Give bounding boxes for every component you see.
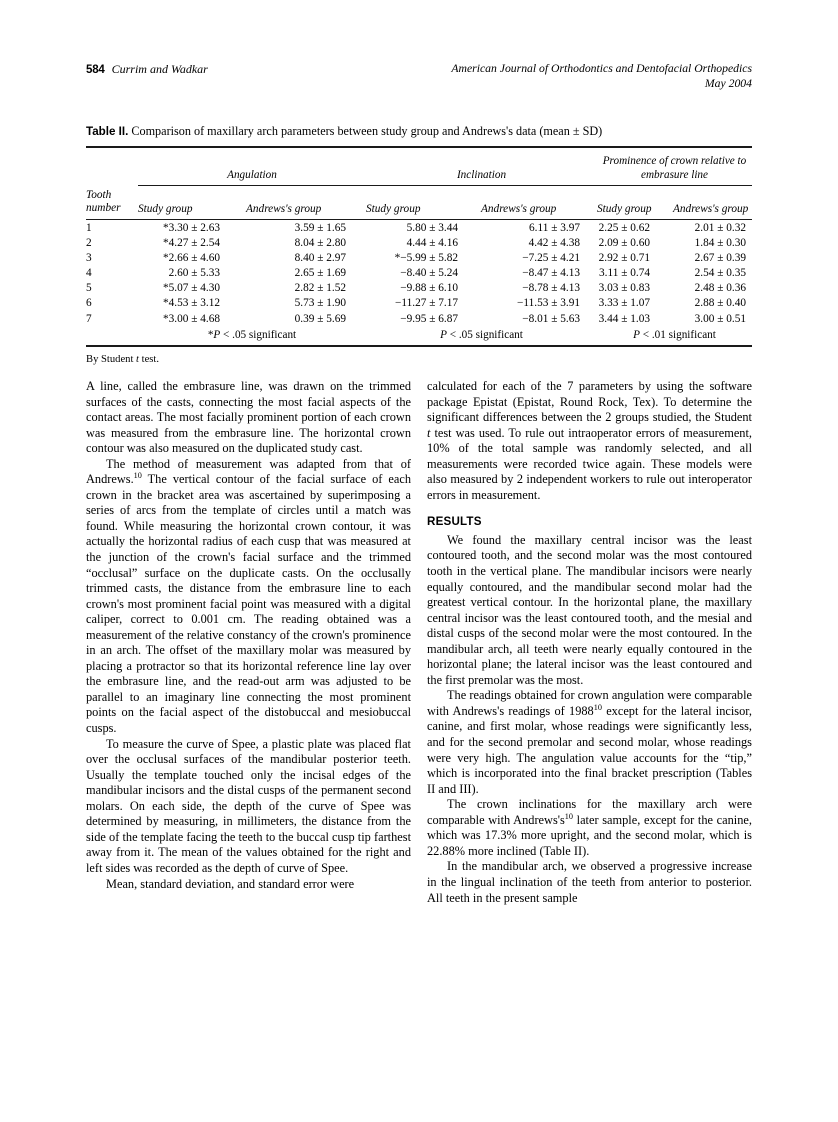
cell-angulation-andrews: 0.39 ± 5.69 [294, 312, 346, 325]
cell-inclination-study: −11.27 ± 7.17 [395, 297, 458, 310]
significance-prominence [597, 326, 752, 346]
cell-prominence-andrews: 1.84 ± 0.30 [694, 236, 746, 249]
cell-angulation-study: *3.30 ± 2.63 [162, 221, 220, 234]
significance-angulation-text: < .05 significant [220, 328, 297, 341]
table-ii-grid [86, 146, 752, 347]
journal-title: American Journal of Orthodontics and Dentofacial Orthopedics [451, 62, 752, 75]
para1-text-a: calculated for each of the 7 parameters by using the software package Epistat (Epistat, Round Rock, Tex). To determine the significant differences between the 2 groups studied, the Student [427, 379, 752, 425]
t-test-symbol: t [427, 425, 431, 440]
table-row [86, 296, 752, 311]
paragraph-results-contour: We found the maxillary central incisor was the least contoured tooth, and the second molar was the most contoured tooth in the vertical plane. The mandibular incisors were nearly equally contoured, and the mandibular second molar had the greatest vertical contour. In the horizontal plane, the maxillary central incisor was the least contoured tooth, and the mesial and distal cusps of the second molar were the most contoured. In the mandibular arch, all teeth were nearly equally contoured in the horizontal plane; the lateral incisor was the least contoured and the first premolar was the most. [427, 532, 752, 687]
cell-tooth: 7 [86, 312, 92, 325]
significance-spacer [86, 326, 138, 346]
cell-angulation-andrews: 8.04 ± 2.80 [294, 236, 346, 249]
significance-p-symbol: P [633, 328, 640, 341]
cell-angulation-study: *3.00 ± 4.68 [162, 312, 220, 325]
page-number: 584 [86, 64, 105, 76]
cell-inclination-andrews: 4.42 ± 4.38 [528, 236, 580, 249]
cell-inclination-andrews: −8.78 ± 4.13 [522, 282, 580, 295]
cell-inclination-andrews: −8.01 ± 5.63 [522, 312, 580, 325]
footnote-t-symbol: t [136, 353, 139, 365]
table-row [86, 281, 752, 296]
paragraph-embrasure-line: A line, called the embrasure line, was drawn on the trimmed surfaces of the casts, connecting the most facial aspects of the contact areas. The most facially prominent portion of each crown was measured from the embrasure line. The horizontal crown contour was also measured on the duplicated study cast. [86, 379, 411, 456]
paragraph-curve-of-spee: To measure the curve of Spee, a plastic plate was placed flat over the occlusal surfaces of the mandibular posterior teeth. Usually the template touched only the incisal edges of the mandibular incisors and the distal cusps of the permanent second molars. On each side, the depth of the curve of Spee was determined by measuring, in millimeters, the distance from the side of the template facing the teeth to the buccal cusp tip farthest away from it. The mean of the values obtained for the right and left sides was recorded as the depth of curve of Spee. [86, 736, 411, 875]
cell-inclination-andrews: −8.47 ± 4.13 [522, 267, 580, 280]
table-caption [86, 124, 752, 139]
cell-prominence-study: 2.09 ± 0.60 [598, 236, 650, 249]
cell-prominence-study: 3.33 ± 1.07 [598, 297, 650, 310]
cell-inclination-study: *−5.99 ± 5.82 [394, 251, 458, 264]
paragraph-crown-angulation [427, 688, 752, 797]
group-header-prominence: Prominence of crown relative to embrasure line [597, 148, 752, 186]
para4-text-b: later sample, except for the canine, which was 17.3% more upright, and the second molar, which is 22.88% more inclined (Table II). [427, 812, 752, 858]
column-header-angulation-study: Study group [138, 202, 193, 215]
table-sub-header-row [86, 186, 752, 220]
column-header-inclination-andrews: Andrews's group [481, 202, 557, 215]
running-head-right [451, 62, 752, 91]
cell-inclination-study: 4.44 ± 4.16 [406, 236, 458, 249]
paragraph-crown-inclinations [427, 797, 752, 859]
cell-prominence-study: 2.25 ± 0.62 [598, 221, 650, 234]
table-row [86, 311, 752, 326]
significance-inclination-text: < .05 significant [446, 328, 523, 341]
cell-prominence-andrews: 2.54 ± 0.35 [694, 267, 746, 280]
column-header-prominence-andrews: Andrews's group [673, 202, 749, 215]
cell-angulation-study: *5.07 ± 4.30 [162, 282, 220, 295]
cell-inclination-study: −9.88 ± 6.10 [400, 282, 458, 295]
para2-text-a: The method of measurement was adapted from that of Andrews. [86, 456, 411, 487]
cell-prominence-andrews: 3.00 ± 0.51 [694, 312, 746, 325]
cell-angulation-study: *2.66 ± 4.60 [162, 251, 220, 264]
cell-prominence-andrews: 2.88 ± 0.40 [694, 297, 746, 310]
column-header-inclination-study: Study group [366, 202, 421, 215]
reference-marker-10: 10 [133, 471, 142, 481]
paragraph-mandibular-arch: In the mandibular arch, we observed a progressive increase in the lingual inclination of the teeth from anterior to posterior. All teeth in the present sample [427, 859, 752, 905]
cell-prominence-study: 2.92 ± 0.71 [598, 251, 650, 264]
cell-tooth: 2 [86, 236, 92, 249]
cell-angulation-andrews: 8.40 ± 2.97 [294, 251, 346, 264]
table-row [86, 265, 752, 280]
column-header-angulation-andrews: Andrews's group [246, 202, 322, 215]
reference-marker-10: 10 [593, 702, 602, 712]
cell-tooth: 1 [86, 221, 92, 234]
running-head [86, 62, 752, 102]
column-header-tooth-number [86, 186, 138, 220]
significance-angulation [138, 326, 366, 346]
cell-angulation-andrews: 2.82 ± 1.52 [294, 282, 346, 295]
cell-inclination-andrews: −11.53 ± 3.91 [517, 297, 580, 310]
significance-inclination [366, 326, 597, 346]
cell-angulation-andrews: 3.59 ± 1.65 [294, 221, 346, 234]
cell-prominence-study: 3.03 ± 0.83 [598, 282, 650, 295]
table-caption-text: Comparison of maxillary arch parameters between study group and Andrews's data (mean ± SD) [131, 124, 603, 138]
cell-tooth: 6 [86, 297, 92, 310]
body-column-left [86, 379, 411, 892]
issue-date: May 2004 [704, 76, 752, 90]
cell-prominence-andrews: 2.67 ± 0.39 [694, 251, 746, 264]
significance-p-symbol: P [440, 328, 447, 341]
table-row [86, 235, 752, 250]
table-ii [86, 124, 752, 365]
cell-inclination-andrews: 6.11 ± 3.97 [529, 221, 580, 234]
tooth-header-line2: number [86, 201, 121, 214]
cell-tooth: 4 [86, 267, 92, 280]
paragraph-mean-sd: Mean, standard deviation, and standard error were [106, 876, 355, 891]
significance-asterisk: * [207, 328, 214, 341]
cell-angulation-study: *4.27 ± 2.54 [162, 236, 220, 249]
running-head-authors: Currim and Wadkar [111, 62, 208, 76]
para1-text-b: test was used. To rule out intraoperator errors of measurement, 10% of the total sample was randomly selected, and all measurements were recorded twice again. These models were also measured by 2 independent workers to rule out interoperator errors in measurement. [427, 425, 752, 502]
cell-inclination-study: 5.80 ± 3.44 [406, 221, 458, 234]
cell-inclination-study: −8.40 ± 5.24 [400, 267, 458, 280]
paragraph-statistics [427, 379, 752, 503]
footnote-post: test. [138, 353, 159, 365]
footnote-pre: By Student [86, 353, 137, 365]
group-header-spacer [86, 148, 138, 186]
section-heading-results: RESULTS [427, 515, 482, 529]
significance-prominence-text: < .01 significant [639, 328, 716, 341]
cell-tooth: 3 [86, 251, 92, 264]
cell-angulation-study: 2.60 ± 5.33 [168, 267, 220, 280]
para3-text-a: The readings obtained for crown angulation were comparable with Andrews's readings of 1988 [427, 688, 752, 718]
para4-text-a: The crown inclinations for the maxillary arch were comparable with Andrews's [427, 797, 752, 827]
group-header-inclination: Inclination [366, 148, 597, 186]
cell-prominence-andrews: 2.01 ± 0.32 [694, 221, 746, 234]
cell-prominence-study: 3.11 ± 0.74 [599, 267, 650, 280]
table-label: Table II. [86, 125, 129, 138]
table-footnote [86, 347, 752, 365]
table-row [86, 220, 752, 235]
cell-prominence-andrews: 2.48 ± 0.36 [694, 282, 746, 295]
para3-text-b: except for the lateral incisor, canine, and first molar, whose readings were significantly less, and for the second premolar and second molar, whose readings were very high. The angulation value accounts for the “tip,” which is incorporated into the final bracket prescription (Tables II and III). [427, 703, 752, 796]
cell-tooth: 5 [86, 282, 92, 295]
table-row [86, 250, 752, 265]
cell-inclination-andrews: −7.25 ± 4.21 [522, 251, 580, 264]
table-significance-row [86, 326, 752, 346]
cell-prominence-study: 3.44 ± 1.03 [598, 312, 650, 325]
group-header-angulation: Angulation [138, 148, 366, 186]
cell-inclination-study: −9.95 ± 6.87 [400, 312, 458, 325]
cell-angulation-andrews: 5.73 ± 1.90 [294, 297, 346, 310]
cell-angulation-study: *4.53 ± 3.12 [162, 297, 220, 310]
cell-angulation-andrews: 2.65 ± 1.69 [294, 267, 346, 280]
reference-marker-10: 10 [564, 811, 573, 821]
paragraph-method-of-measurement [86, 457, 411, 737]
para2-text-b: The vertical contour of the facial surface of each crown in the bracket area was ascertained by superimposing a series of arcs from the template of circles until a match was found. While measuring the horizontal crown contour, it was actually the horizontal radius of each cusp that was measured at the junction of the crown's facial surface and the trimmed “occlusal” surface on the duplicate casts. On the occlusally trimmed casts, the distance from the embrasure line to each crown's most prominent facial point was measured with a digital caliper, correct to 0.001 cm. The reading obtained was a measurement of the relative constancy of the crown's prominence in an arch. The offset of the maxillary molar was measured by placing a protractor so that its horizontal reference line lay over the embrasure line, and the read-out arm was adjusted to be parallel to an imaginary line connecting the most prominent points on the facial aspect of the distobuccal and mesiobuccal cusps. [86, 472, 411, 736]
tooth-header-line1: Tooth [86, 188, 112, 201]
significance-p-symbol: P [213, 328, 221, 341]
table-group-header-row [86, 148, 752, 186]
running-head-left [86, 62, 208, 77]
column-header-prominence-study: Study group [597, 202, 652, 215]
body-column-right [427, 379, 752, 906]
